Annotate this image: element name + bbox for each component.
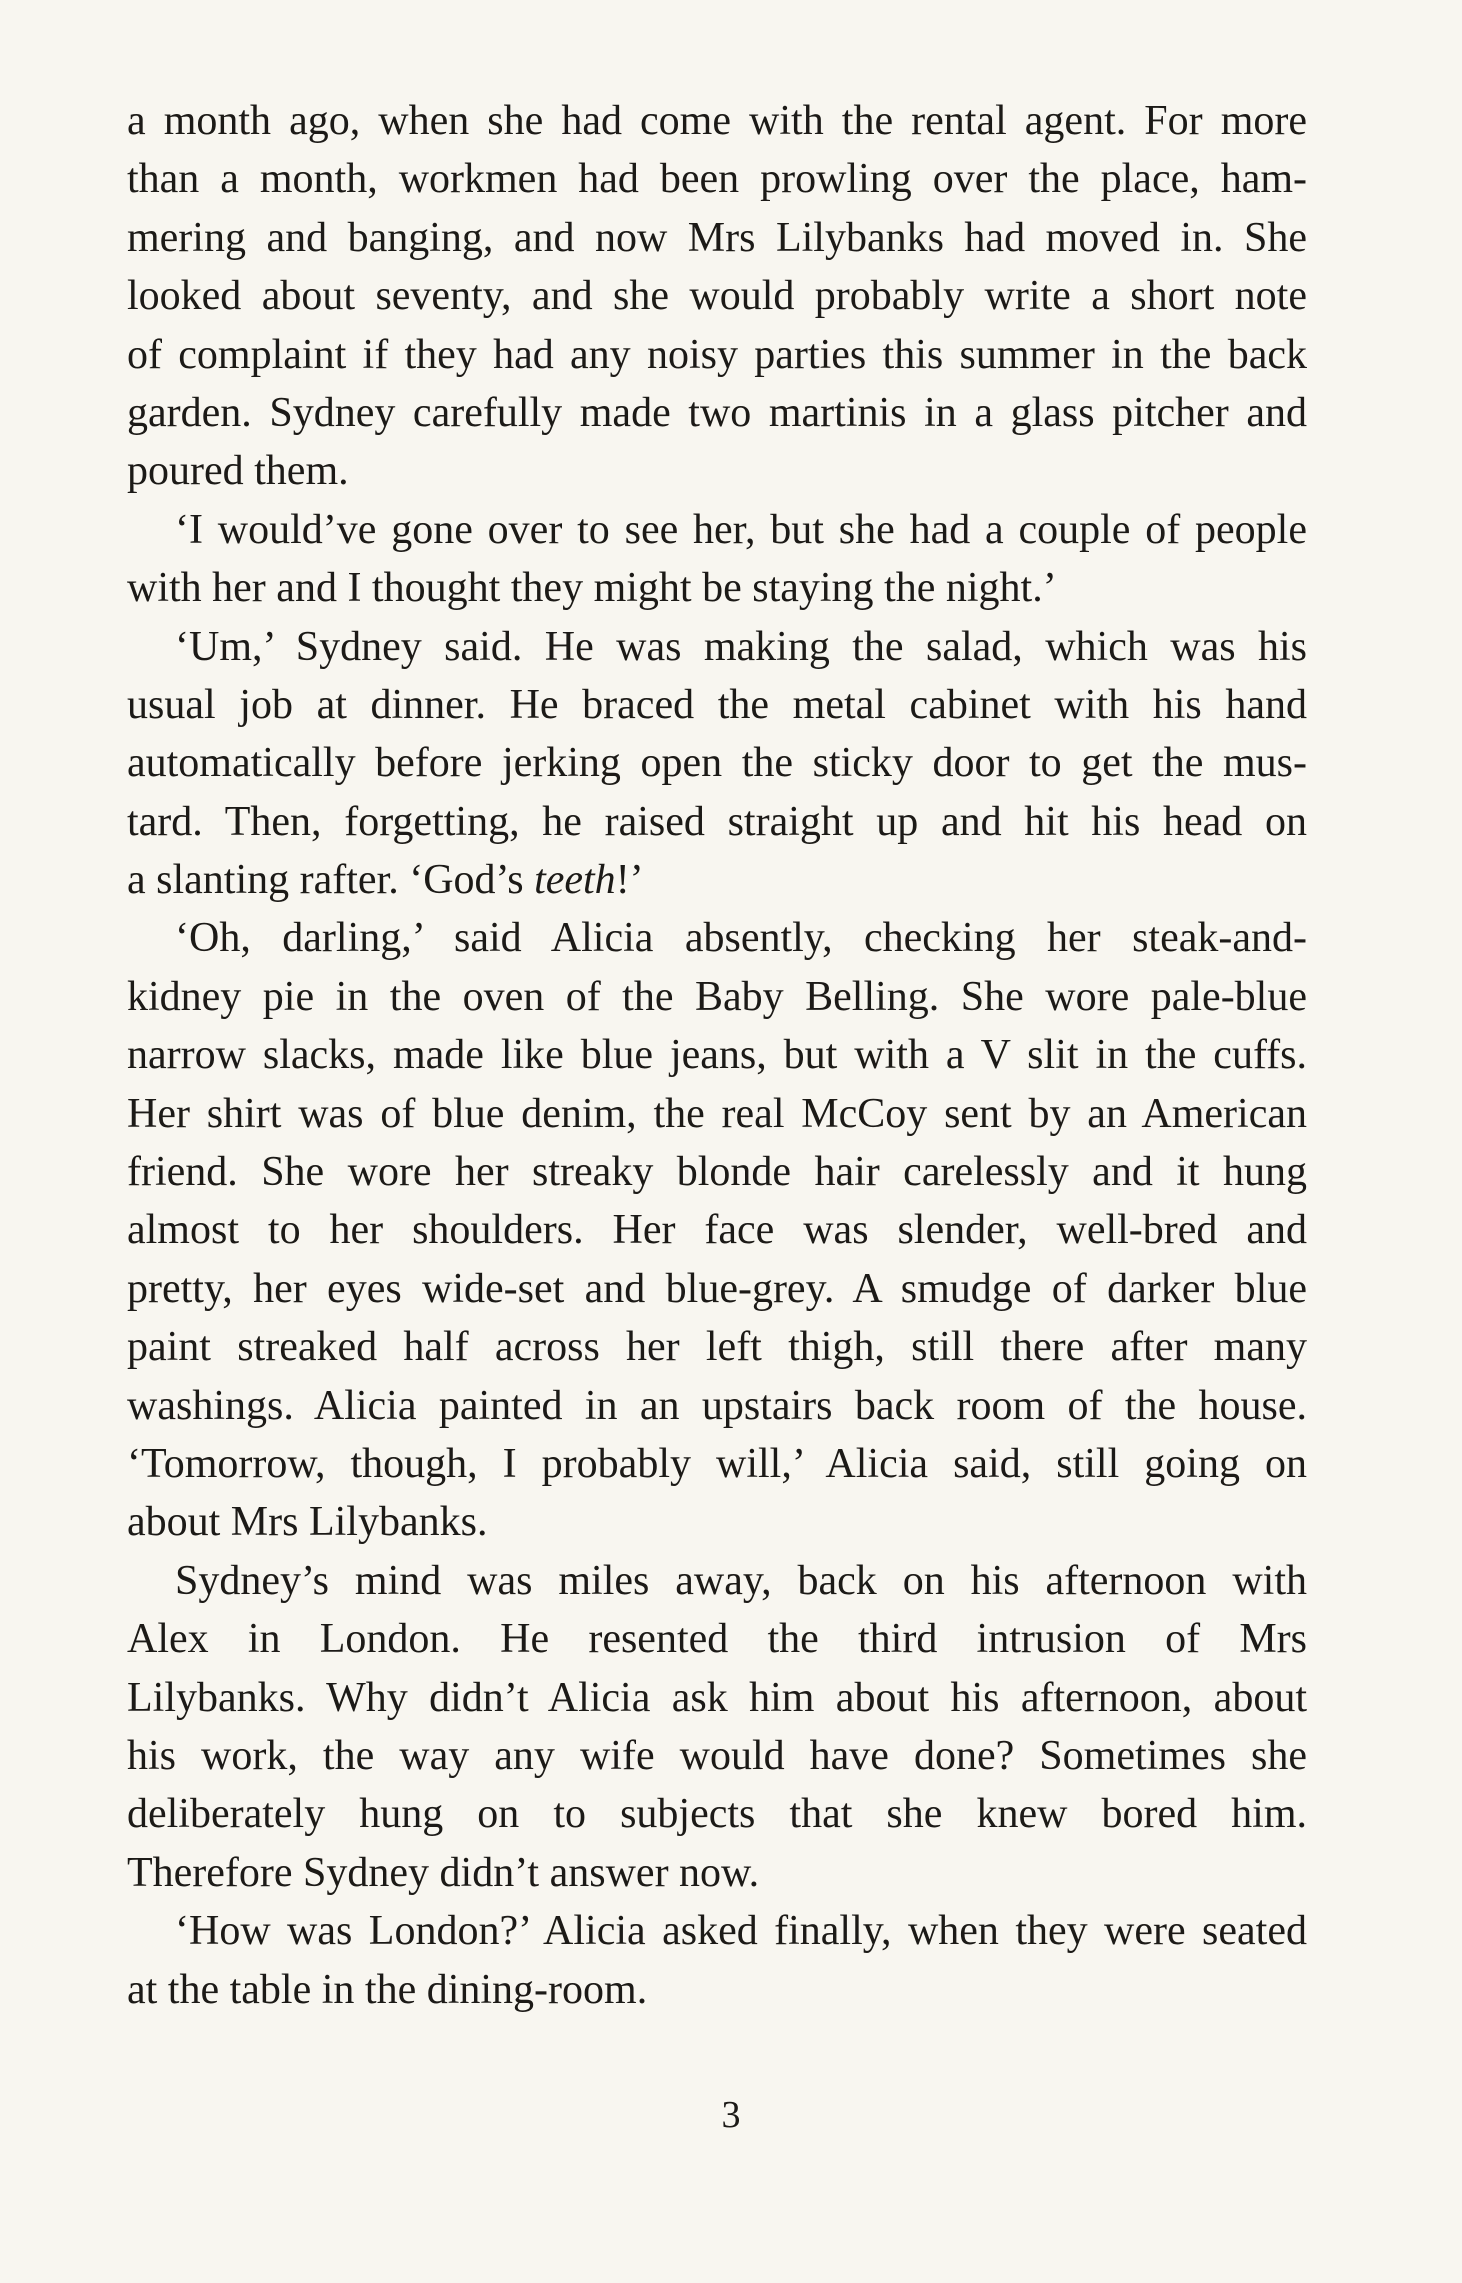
text-line: tard. Then, forgetting, he raised straight up and hit his head on bbox=[127, 798, 1307, 845]
text-line: almost to her shoulders. Her face was slender, well-bred and bbox=[127, 1207, 1307, 1254]
text-line: ‘I would’ve gone over to see her, but she had a couple of people bbox=[175, 506, 1307, 553]
text-line: ‘Oh, darling,’ said Alicia absently, checking her steak-and- bbox=[175, 915, 1307, 962]
text-line: friend. She wore her streaky blonde hair carelessly and it hung bbox=[127, 1149, 1307, 1196]
text-line: Sydney’s mind was miles away, back on his afternoon with bbox=[175, 1557, 1307, 1604]
text-line: Her shirt was of blue denim, the real McCoy sent by an American bbox=[127, 1090, 1307, 1137]
text-line: about Mrs Lilybanks. bbox=[127, 1499, 488, 1546]
text-line: washings. Alicia painted in an upstairs back room of the house. bbox=[127, 1382, 1307, 1429]
text-line: Lilybanks. Why didn’t Alicia ask him about his afternoon, about bbox=[127, 1674, 1307, 1721]
italic-text: teeth bbox=[534, 857, 616, 904]
text-line: pretty, her eyes wide-set and blue-grey. A smudge of darker blue bbox=[127, 1265, 1307, 1312]
text-line: garden. Sydney carefully made two martinis in a glass pitcher and bbox=[127, 389, 1307, 436]
text-line: Therefore Sydney didn’t answer now. bbox=[127, 1849, 760, 1896]
text-line: looked about seventy, and she would probably write a short note bbox=[127, 273, 1307, 320]
text-line: Alex in London. He resented the third intrusion of Mrs bbox=[127, 1616, 1307, 1663]
text-line: than a month, workmen had been prowling over the place, ham- bbox=[127, 156, 1307, 203]
text-line: ‘How was London?’ Alicia asked finally, when they were seated bbox=[175, 1908, 1307, 1955]
text-line: mering and banging, and now Mrs Lilybanks had moved in. She bbox=[127, 214, 1307, 261]
text-line: ‘Um,’ Sydney said. He was making the salad, which was his bbox=[175, 623, 1307, 670]
text-fragment: a slanting rafter. ‘God’s bbox=[127, 857, 535, 904]
body-text bbox=[127, 92, 1307, 2019]
page-number: 3 bbox=[721, 2094, 741, 2136]
text-line: deliberately hung on to subjects that she knew bored him. bbox=[127, 1791, 1307, 1838]
text-line: kidney pie in the oven of the Baby Belling. She wore pale-blue bbox=[127, 973, 1307, 1020]
text-fragment: !’ bbox=[615, 857, 644, 904]
text-line: ‘Tomorrow, though, I probably will,’ Alicia said, still going on bbox=[127, 1440, 1307, 1487]
text-line: narrow slacks, made like blue jeans, but with a V slit in the cuffs. bbox=[127, 1032, 1307, 1079]
text-line: with her and I thought they might be staying the night.’ bbox=[127, 565, 1057, 612]
text-line bbox=[127, 851, 1307, 909]
text-line: paint streaked half across her left thigh, still there after many bbox=[127, 1324, 1307, 1371]
text-line: poured them. bbox=[127, 448, 349, 495]
text-line: of complaint if they had any noisy parties this summer in the back bbox=[127, 331, 1307, 378]
text-line: automatically before jerking open the sticky door to get the mus- bbox=[127, 740, 1307, 787]
text-line: a month ago, when she had come with the rental agent. For more bbox=[127, 98, 1307, 144]
text-line: his work, the way any wife would have done? Sometimes she bbox=[127, 1732, 1307, 1779]
text-line: at the table in the dining-room. bbox=[127, 1966, 648, 2013]
text-line: usual job at dinner. He braced the metal cabinet with his hand bbox=[127, 681, 1307, 728]
